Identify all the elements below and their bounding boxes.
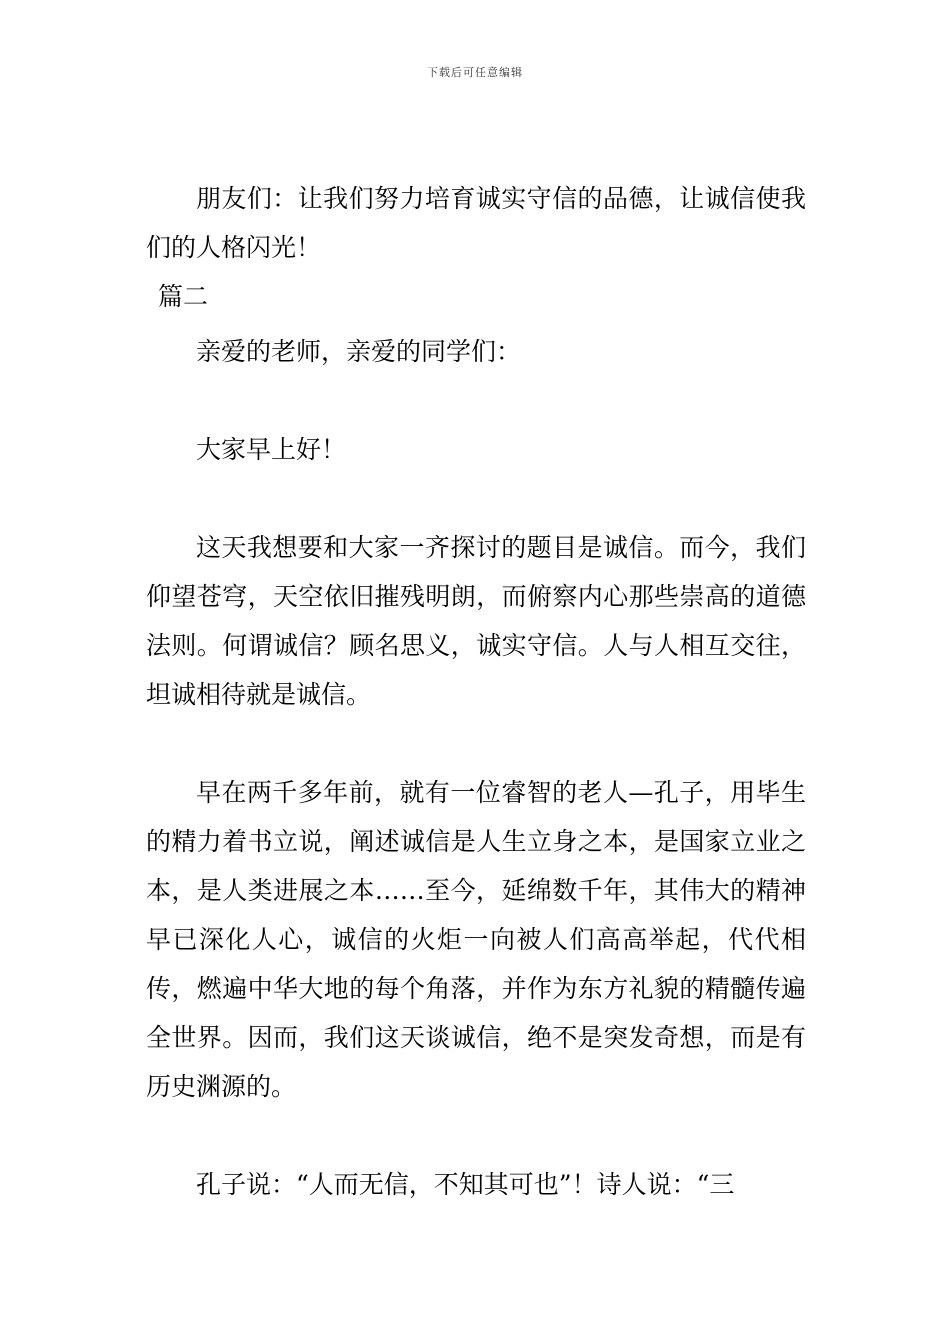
spacer [146,474,806,523]
body-paragraph-3: 孔子说：“人而无信，不知其可也”！诗人说：“三 [196,1170,735,1199]
body-paragraph-1: 这天我想要和大家一齐探讨的题目是诚信。而今，我们仰望苍穹，天空依旧摧残明朗，而俯察内心那些崇高的道德法则。何谓诚信？顾名思义，诚实守信。人与人相互交往，坦诚相待就是诚信。 [146,533,806,709]
closing-paragraph: 朋友们：让我们努力培育诚实守信的品德，让诚信使我们的人格闪光！ [146,184,806,262]
section-title: 篇二 [158,282,209,311]
spacer [146,1111,806,1160]
spacer [146,376,806,425]
body-paragraph-2: 早在两千多年前，就有一位睿智的老人—孔子，用毕生的精力着书立说，阐述诚信是人生立身之本，是国家立业之本，是人类进展之本……至今，延绵数千年，其伟大的精神早已深化人心，诚信的火炬一向被人们高高举起，代代相传，燃遍中华大地的每个角落，并作为东方礼貌的精髓传遍全世界。因而，我们这天谈诚信，绝不是突发奇想，而是有历史渊源的。 [146,778,806,1101]
document-body [146,174,806,1209]
greeting-paragraph: 亲爱的老师，亲爱的同学们： [196,337,522,366]
morning-paragraph: 大家早上好！ [196,435,347,464]
spacer [146,719,806,768]
header-note: 下载后可任意编辑 [427,66,523,79]
